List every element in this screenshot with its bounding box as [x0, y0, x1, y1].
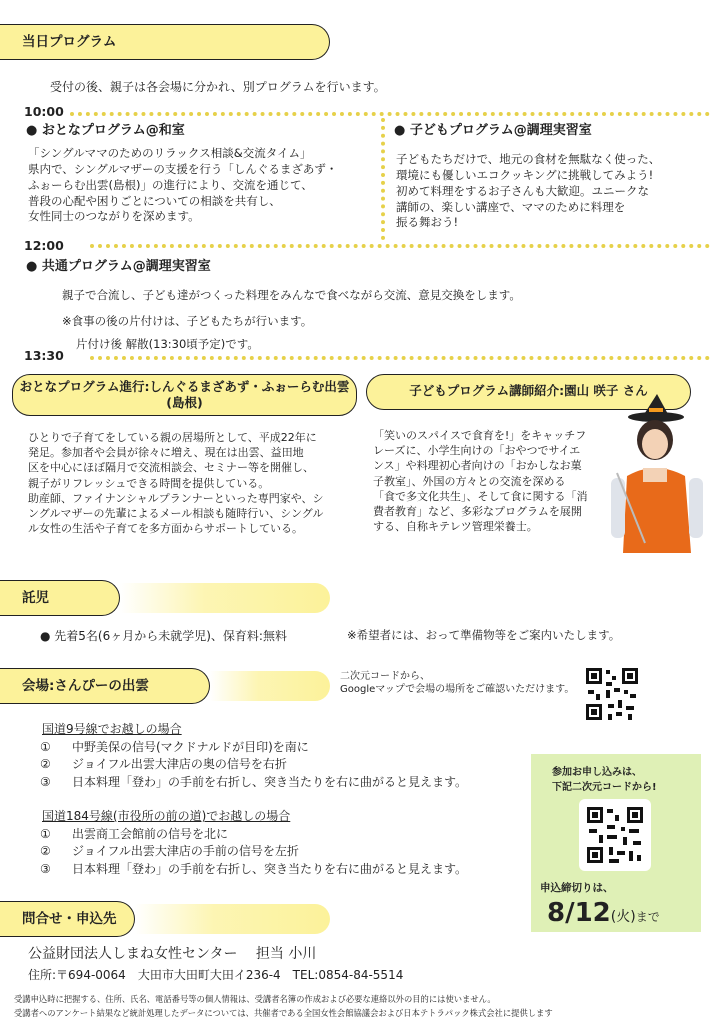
time-1200: 12:00 — [24, 238, 64, 253]
route1-title: 国道9号線でお越しの場合 — [42, 722, 182, 736]
venue-title: 会場:さんぴーの出雲 — [22, 678, 149, 694]
child-program-text: 子どもたちだけで、地元の食材を無駄なく使った、 環境にも優しいエコクッキングに挑戦してみよう! 初めて料理をするお子さんも大歓迎。ユニークな 講師の、楽しい講座で、ママのために料理を 振る舞おう! — [396, 152, 661, 230]
instructor-text: 「笑いのスパイスで食育を!」をキャッチフ レーズに、小学生向けの「おやつでサイエ ンス」や料理初心者向けの「おかしなお菓 子教室」、外国の方々との交流を深める 「食で多文化共生」、そして食に関する「消 費者教育」など、多彩なプログラムを展開 する、自称キテレツ管理栄養士。 — [373, 429, 588, 534]
map-qr-code-icon[interactable] — [582, 664, 642, 724]
common-program-title: ● 共通プログラム@調理実習室 — [26, 259, 211, 274]
childcare-header-fade — [120, 583, 330, 613]
section-childcare-header — [0, 580, 120, 616]
privacy-note-1: 受講申込時に把握する、住所、氏名、電話番号等の個人情報は、受講者名簿の作成および必要な連絡以外の目的には使いません。 — [14, 994, 496, 1004]
divider-vertical — [381, 118, 385, 240]
route2-step: ③ 日本料理「登わ」の手前を右折し、突き当たりを右に曲がると見えます。 — [40, 861, 468, 876]
route2-step: ① 出雲商工会館前の信号を北に — [40, 827, 229, 841]
section-program-title: 当日プログラム — [22, 34, 117, 50]
apply-deadline-day: (火) — [610, 909, 636, 925]
child-program-title: ● 子どもプログラム@調理実習室 — [394, 123, 592, 138]
adult-program-title: ● おとなプログラム@和室 — [26, 123, 185, 138]
time-1000: 10:00 — [24, 104, 64, 119]
route2-step: ② ジョイフル出雲大津店の手前の信号を左折 — [40, 844, 299, 859]
dismissal-note: 片付け後 解散(13:30頃予定)です。 — [76, 337, 259, 351]
contact-address: 住所:〒694-0064 大田市大田町大田イ236-4 TEL:0854-84-5514 — [28, 968, 404, 982]
route2-title: 国道184号線(市役所の前の道)でお越しの場合 — [42, 809, 291, 823]
apply-line1: 参加お申し込みは、 — [552, 767, 642, 778]
apply-line2: 下記二次元コードから! — [552, 782, 657, 793]
common-program-text: 親子で合流し、子ども達がつくった料理をみんなで食べながら交流、意見交換をします。 — [62, 288, 521, 302]
time-1330: 13:30 — [24, 348, 64, 363]
venue-header-fade — [210, 671, 330, 701]
route1-step: ③ 日本料理「登わ」の手前を右折し、突き当たりを右に曲がると見えます。 — [40, 774, 468, 789]
venue-qr-note: 二次元コードから、 Googleマップで会場の場所をご確認いただけます。 — [340, 671, 575, 695]
apply-deadline-label: 申込締切りは、 — [540, 882, 614, 894]
apply-deadline-suffix: まで — [635, 910, 660, 924]
divider-1200 — [90, 244, 710, 248]
childcare-title: 託児 — [22, 590, 49, 606]
route1-steps — [40, 739, 467, 791]
instructor-heading: 子どもプログラム講師紹介:園山 咲子 さん — [366, 374, 691, 410]
apply-deadline — [547, 896, 660, 931]
route2-steps — [40, 826, 467, 878]
apply-deadline-date: 8/12 — [547, 898, 611, 928]
apply-qr-code-icon[interactable] — [579, 799, 651, 871]
contact-header-fade — [135, 904, 330, 934]
contact-org: 公益財団法人しまね女性センター 担当 小川 — [28, 946, 317, 962]
divider-1330 — [90, 356, 710, 360]
route1-step: ② ジョイフル出雲大津店の奥の信号を右折 — [40, 757, 287, 772]
childcare-text: ● 先着5名(6ヶ月から未就学児)、保育料:無料 — [40, 629, 287, 643]
instructor-photo — [603, 388, 711, 553]
adult-program-text: 「シングルママのためのリラックス相談&交流タイム」 県内で、シングルマザーの支援を行う「しんぐるまざあず・ ふぉーらむ出雲(島根)」の進行により、交流を通じて、 普段の心配や困りごとについての相談を共有し、 女性同士のつながりを深めます。 — [28, 146, 338, 224]
organizer-text: ひとりで子育てをしている親の居場所として、平成22年に 発足。参加者や会員が徐々に増え、現在は出雲、益田地 区を中心にほぼ隔月で交流相談会、セミナー等を開催し、 親子がリフレッシュできる時間を提供している。 助産師、ファイナンシャルプランナーといった専門家や、シ ングルマザーの先輩によるメール相談も随時行い、シングル ル女性の生活や子育てを多方面からサポートしている。 — [28, 431, 324, 536]
divider-1000 — [70, 112, 710, 116]
privacy-note-2: 受講者へのアンケート結果など統計処理したデータについては、共催者である全国女性会館協議会および日本テトラパック株式会社に提供します — [14, 1008, 553, 1018]
cleanup-note: ※食事の後の片付けは、子どもたちが行います。 — [62, 314, 313, 328]
route1-step: ① 中野美保の信号(マクドナルドが目印)を南に — [40, 740, 309, 754]
contact-title: 問合せ・申込先 — [22, 911, 117, 927]
childcare-note: ※希望者には、おって準備物等をご案内いたします。 — [347, 628, 621, 642]
program-intro: 受付の後、親子は各会場に分かれ、別プログラムを行います。 — [50, 80, 386, 94]
organizer-heading: おとなプログラム進行:しんぐるまざあず・ふぉーらむ出雲 (島根) — [12, 374, 357, 416]
